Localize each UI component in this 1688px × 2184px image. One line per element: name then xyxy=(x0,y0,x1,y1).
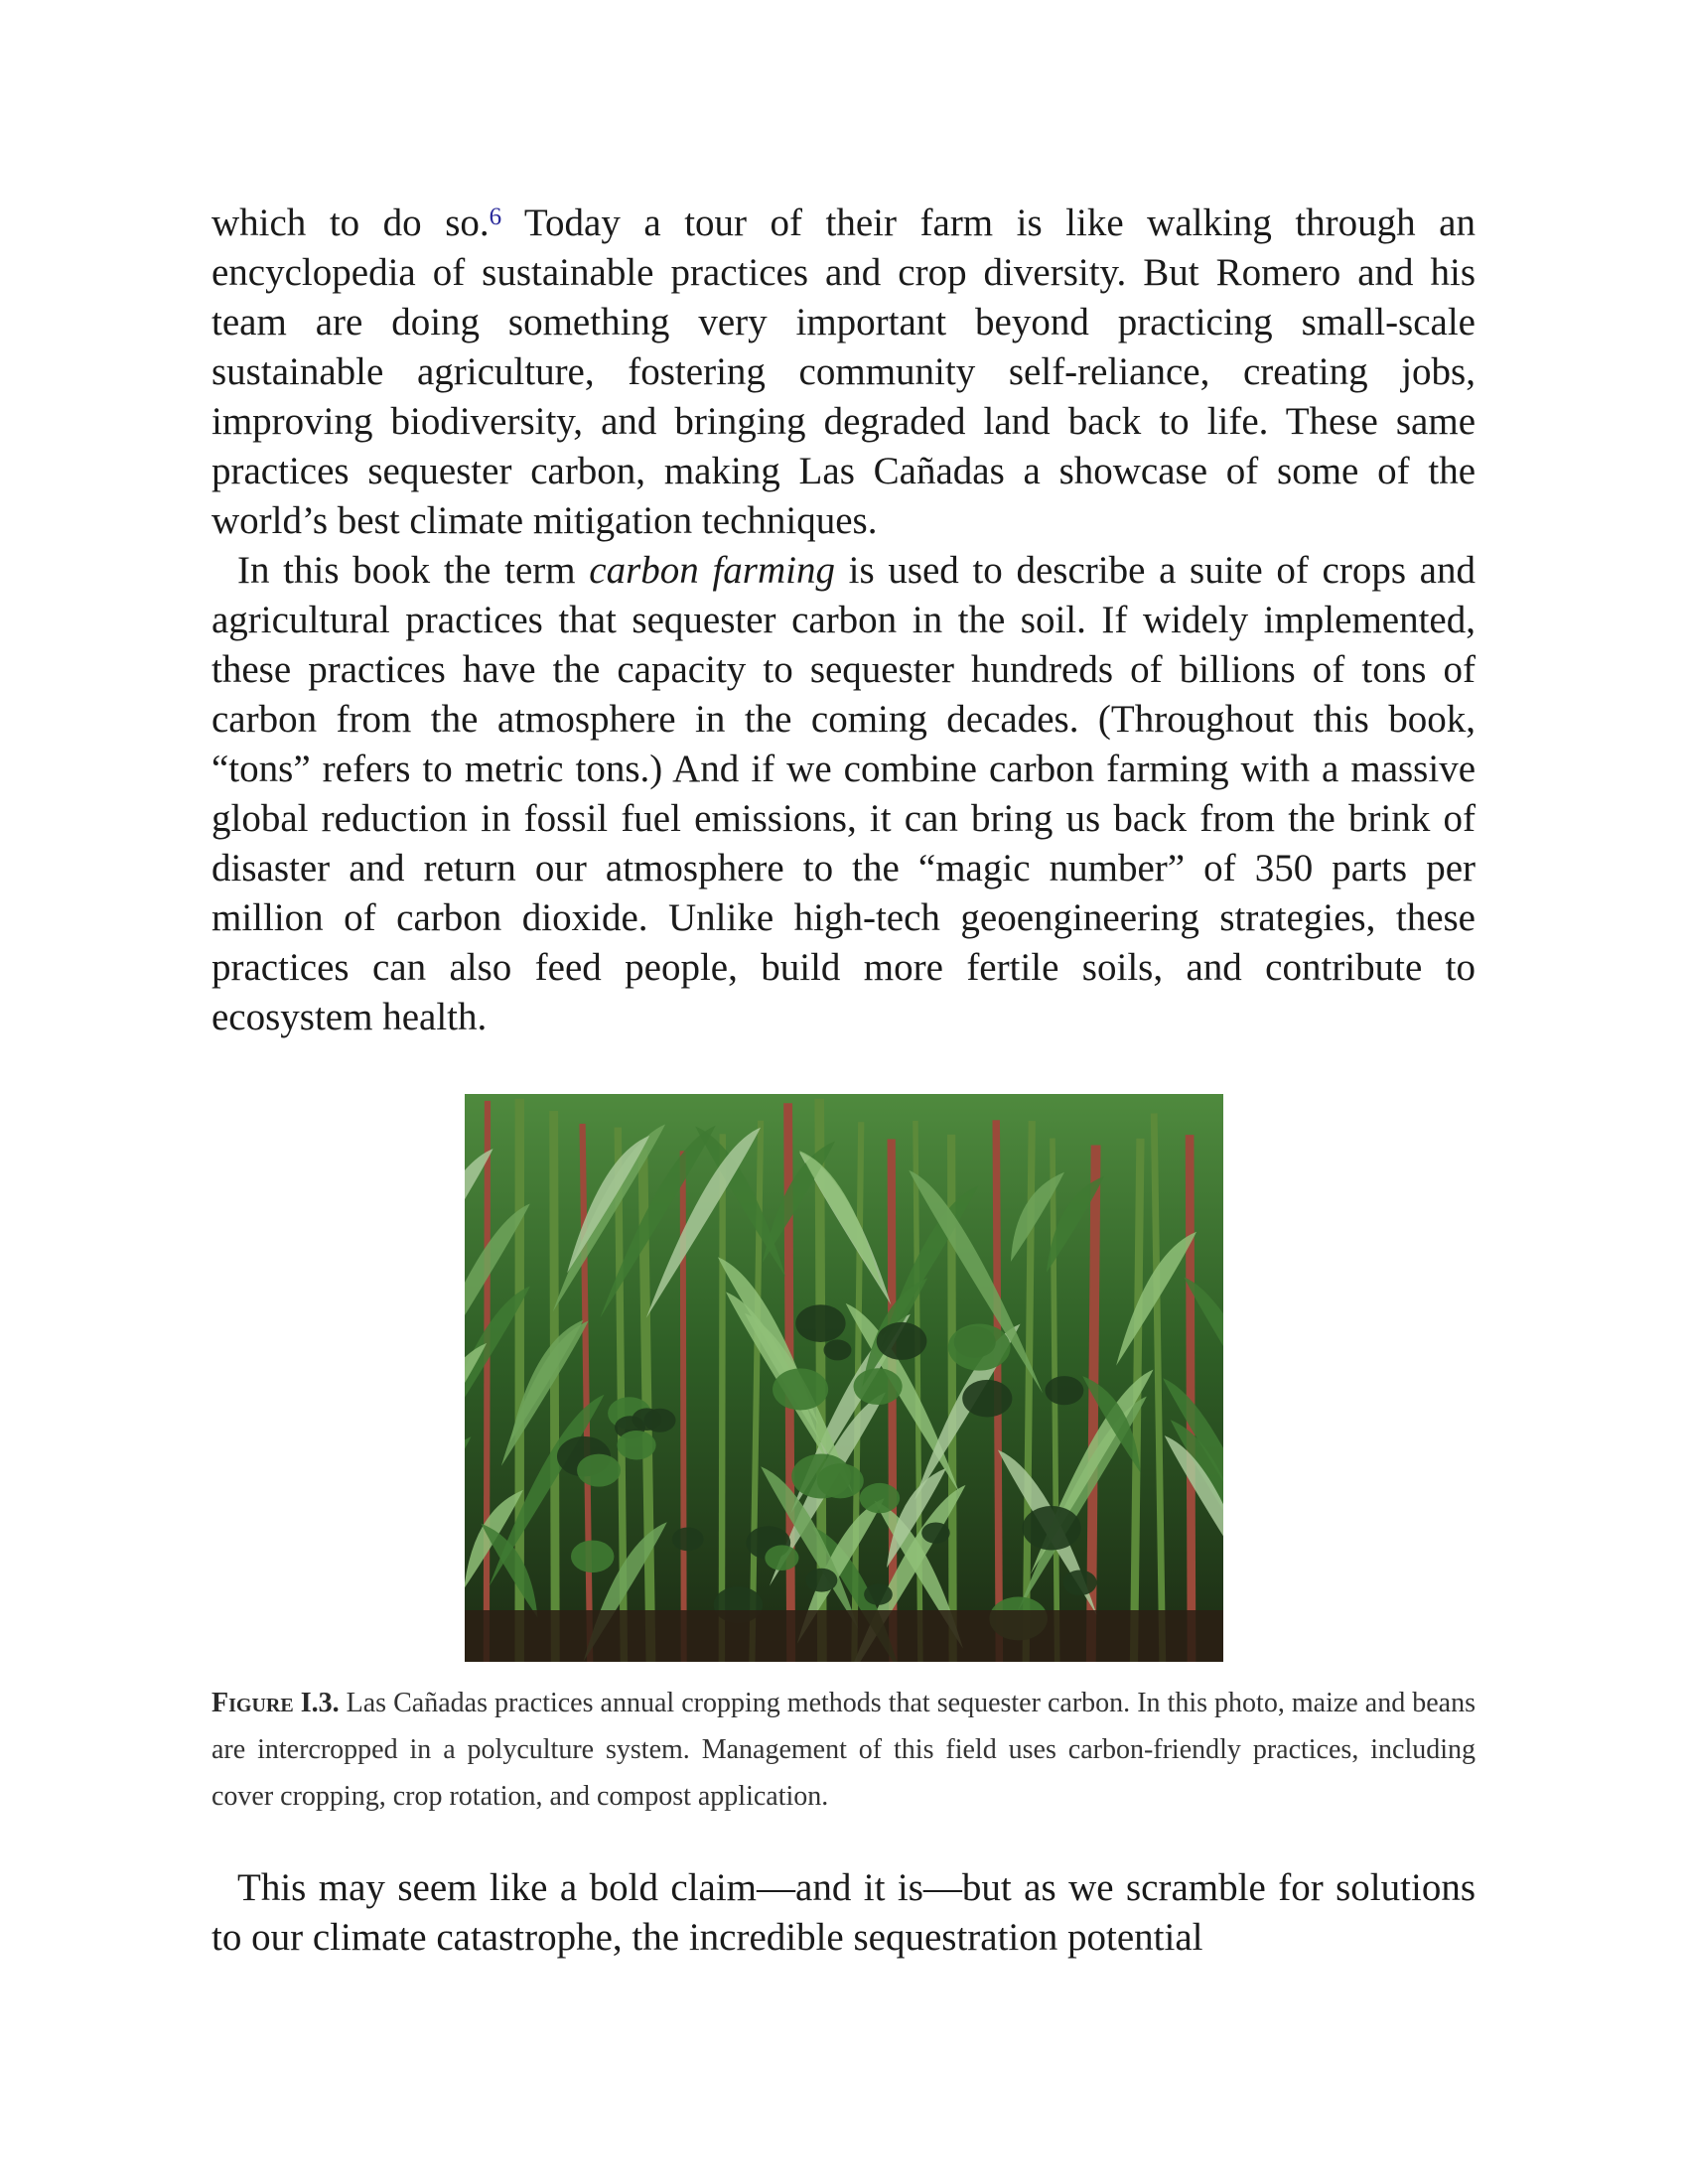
paragraph-3: This may seem like a bold claim—and it is—but as we scramble for solutions to our climate catastrophe, the incredible sequestration potential xyxy=(211,1866,1476,1959)
bean-leaf xyxy=(773,1368,828,1410)
paragraph-1-rest: Today a tour of their farm is like walking through an encyclopedia of sustainable practices and crop diversity. But Romero and his team are doing something very important beyond practicing small-scale sustainable agriculture, fostering community self-reliance, creating jobs, improving biodiversity, and bringing degraded land back to life. These same practices sequester carbon, making Las Cañadas a showcase of some of the world’s best climate mitigation techniques. xyxy=(211,202,1476,542)
figure-i3 xyxy=(211,1094,1476,1820)
carbon-farming-term: carbon farming xyxy=(589,549,835,592)
maize-stalk xyxy=(721,1134,722,1662)
paragraph-1 xyxy=(211,199,1476,546)
bean-leaf xyxy=(823,1339,851,1360)
bean-leaf xyxy=(864,1583,893,1605)
bean-leaf xyxy=(765,1545,798,1570)
bean-leaf xyxy=(577,1454,621,1487)
bean-leaf xyxy=(853,1368,902,1405)
paragraph-2 xyxy=(211,546,1476,1042)
bean-leaf xyxy=(570,1541,613,1573)
figure-label: Figure I.3. xyxy=(211,1688,340,1718)
bean-leaf xyxy=(962,1380,1012,1418)
bean-leaf xyxy=(805,1569,837,1592)
bean-leaf xyxy=(791,1453,851,1498)
bean-leaf xyxy=(1062,1570,1096,1596)
figure-caption-text: Las Cañadas practices annual cropping methods that sequester carbon. In this photo, maize and beans are intercropped in a polyculture system. Management of this field uses carbon-friendly practices, including cover cropping, crop rotation, and compost application. xyxy=(211,1688,1476,1812)
maize-stalk xyxy=(1190,1135,1192,1662)
maize-stalk xyxy=(682,1151,683,1662)
maize-stalk xyxy=(553,1111,555,1662)
figure-caption xyxy=(211,1680,1476,1820)
bean-leaf xyxy=(795,1304,845,1342)
footnote-reference-6[interactable]: 6 xyxy=(489,204,502,230)
maize-stalk xyxy=(486,1101,487,1662)
maize-beans-photo xyxy=(465,1094,1223,1662)
paragraph-2-rest: is used to describe a suite of crops and agricultural practices that sequester carbon in the soil. If widely implemented, these practices have the capacity to sequester hundreds of billions of tons of carbon from the atmosphere in the coming decades. (Throughout this book, “tons” refers to metric tons.) And if we combine carbon farming with a massive global reduction in fossil fuel emissions, it can bring us back from the brink of disaster and return our atmosphere to the “magic number” of 350 parts per million of carbon dioxide. Unlike high-tech geoengineering strategies, these practices can also feed people, build more fertile soils, and contribute to ecosystem health. xyxy=(211,549,1476,1038)
bean-leaf xyxy=(617,1431,655,1459)
bean-leaf xyxy=(1022,1506,1080,1550)
paragraph-1-start: which to do so. xyxy=(211,202,490,244)
bean-leaf xyxy=(1045,1376,1083,1405)
bean-leaf xyxy=(643,1409,675,1433)
paragraph-2-start: In this book the term xyxy=(237,549,590,592)
bean-leaf xyxy=(876,1322,926,1360)
book-page xyxy=(211,199,1476,1963)
bean-leaf xyxy=(859,1483,899,1513)
bean-leaf xyxy=(671,1528,703,1552)
bean-leaf xyxy=(921,1522,949,1543)
bean-leaf xyxy=(947,1324,1010,1371)
